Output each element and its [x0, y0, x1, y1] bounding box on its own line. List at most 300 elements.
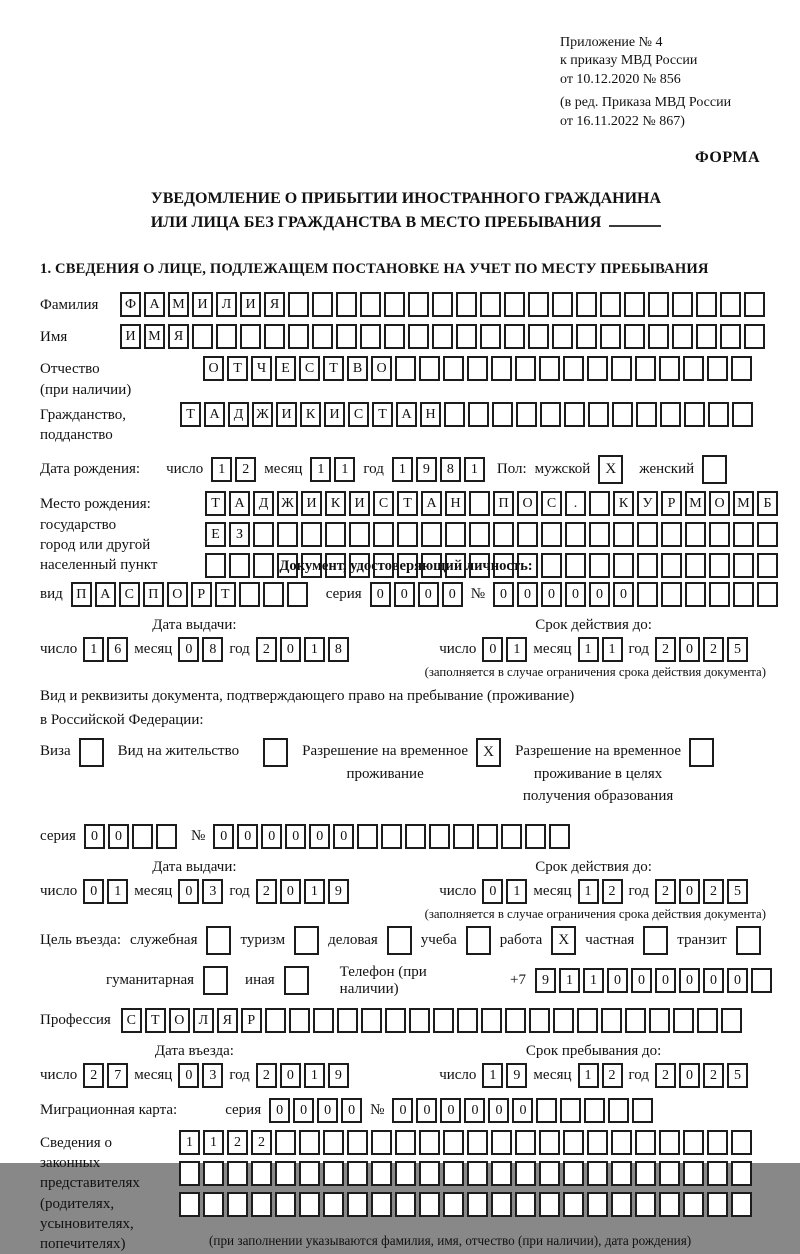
char-cell[interactable] — [277, 522, 298, 547]
char-cell[interactable] — [684, 402, 705, 427]
char-cell[interactable] — [529, 1008, 550, 1033]
char-cell[interactable]: 2 — [256, 637, 277, 662]
char-cell[interactable] — [301, 522, 322, 547]
char-cell[interactable] — [672, 324, 693, 349]
char-cell[interactable] — [505, 1008, 526, 1033]
char-cell[interactable] — [192, 324, 213, 349]
char-cell[interactable]: У — [637, 491, 658, 516]
char-cell[interactable]: О — [371, 356, 392, 381]
char-cell[interactable]: 0 — [83, 879, 104, 904]
char-cell[interactable]: Л — [216, 292, 237, 317]
char-cell[interactable] — [239, 582, 260, 607]
char-cell[interactable] — [384, 324, 405, 349]
char-cell[interactable]: 0 — [679, 879, 700, 904]
char-cell[interactable] — [288, 324, 309, 349]
char-cell[interactable] — [336, 292, 357, 317]
char-cell[interactable] — [589, 553, 610, 578]
char-cell[interactable]: 0 — [464, 1098, 485, 1123]
char-cell[interactable] — [733, 582, 754, 607]
char-cell[interactable] — [373, 522, 394, 547]
char-cell[interactable] — [515, 1192, 536, 1217]
char-cell[interactable] — [632, 1098, 653, 1123]
char-cell[interactable]: 0 — [679, 637, 700, 662]
char-cell[interactable] — [685, 522, 706, 547]
char-cell[interactable] — [444, 402, 465, 427]
char-cell[interactable]: 0 — [440, 1098, 461, 1123]
char-cell[interactable] — [443, 1130, 464, 1155]
char-cell[interactable] — [696, 324, 717, 349]
char-cell[interactable] — [661, 582, 682, 607]
char-cell[interactable] — [216, 324, 237, 349]
char-cell[interactable] — [467, 1161, 488, 1186]
char-cell[interactable]: С — [121, 1008, 142, 1033]
char-cell[interactable] — [409, 1008, 430, 1033]
char-cell[interactable] — [637, 582, 658, 607]
char-cell[interactable]: 0 — [341, 1098, 362, 1123]
char-cell[interactable] — [648, 292, 669, 317]
char-cell[interactable]: С — [119, 582, 140, 607]
char-cell[interactable] — [552, 324, 573, 349]
char-cell[interactable]: 2 — [227, 1130, 248, 1155]
char-cell[interactable]: А — [396, 402, 417, 427]
char-cell[interactable]: 0 — [703, 968, 724, 993]
char-cell[interactable]: 1 — [211, 457, 232, 482]
char-cell[interactable]: И — [301, 491, 322, 516]
char-cell[interactable] — [552, 292, 573, 317]
char-cell[interactable]: 3 — [202, 879, 223, 904]
char-cell[interactable] — [732, 402, 753, 427]
char-cell[interactable]: А — [204, 402, 225, 427]
char-cell[interactable] — [635, 356, 656, 381]
char-cell[interactable]: 0 — [269, 1098, 290, 1123]
char-cell[interactable]: 0 — [309, 824, 330, 849]
char-cell[interactable] — [696, 292, 717, 317]
char-cell[interactable]: 1 — [310, 457, 331, 482]
char-cell[interactable]: 1 — [583, 968, 604, 993]
char-cell[interactable]: 0 — [482, 879, 503, 904]
char-cell[interactable] — [491, 1130, 512, 1155]
char-cell[interactable] — [419, 356, 440, 381]
char-cell[interactable]: О — [517, 491, 538, 516]
char-cell[interactable] — [539, 1192, 560, 1217]
char-cell[interactable] — [517, 522, 538, 547]
char-cell[interactable]: 5 — [727, 1063, 748, 1088]
char-cell[interactable]: 9 — [328, 879, 349, 904]
char-cell[interactable] — [549, 824, 570, 849]
char-cell[interactable] — [576, 292, 597, 317]
char-cell[interactable] — [565, 553, 586, 578]
char-cell[interactable]: П — [143, 582, 164, 607]
char-cell[interactable]: 8 — [202, 637, 223, 662]
char-cell[interactable]: Я — [168, 324, 189, 349]
char-cell[interactable]: 0 — [655, 968, 676, 993]
char-cell[interactable] — [709, 553, 730, 578]
char-cell[interactable] — [731, 356, 752, 381]
char-cell[interactable] — [635, 1192, 656, 1217]
char-cell[interactable]: 9 — [328, 1063, 349, 1088]
char-cell[interactable]: 0 — [613, 582, 634, 607]
char-cell[interactable] — [253, 522, 274, 547]
char-cell[interactable] — [733, 522, 754, 547]
char-cell[interactable] — [253, 553, 274, 578]
char-cell[interactable]: 0 — [442, 582, 463, 607]
char-cell[interactable]: В — [347, 356, 368, 381]
char-cell[interactable] — [205, 553, 226, 578]
char-cell[interactable]: 1 — [559, 968, 580, 993]
char-cell[interactable] — [563, 356, 584, 381]
char-cell[interactable]: 1 — [482, 1063, 503, 1088]
char-cell[interactable]: 0 — [493, 582, 514, 607]
char-cell[interactable]: Т — [145, 1008, 166, 1033]
char-cell[interactable] — [275, 1161, 296, 1186]
char-cell[interactable]: 0 — [727, 968, 748, 993]
char-cell[interactable] — [371, 1192, 392, 1217]
char-cell[interactable]: 0 — [237, 824, 258, 849]
char-cell[interactable] — [564, 402, 585, 427]
char-cell[interactable] — [299, 1192, 320, 1217]
char-cell[interactable]: 0 — [565, 582, 586, 607]
char-cell[interactable]: О — [709, 491, 730, 516]
char-cell[interactable] — [613, 553, 634, 578]
char-cell[interactable]: 0 — [333, 824, 354, 849]
char-cell[interactable]: 2 — [703, 1063, 724, 1088]
char-cell[interactable] — [539, 1130, 560, 1155]
char-cell[interactable] — [395, 1130, 416, 1155]
char-cell[interactable] — [757, 522, 778, 547]
char-cell[interactable] — [251, 1161, 272, 1186]
char-cell[interactable] — [553, 1008, 574, 1033]
char-cell[interactable] — [323, 1130, 344, 1155]
char-cell[interactable]: 9 — [535, 968, 556, 993]
char-cell[interactable] — [408, 324, 429, 349]
char-cell[interactable]: 1 — [107, 879, 128, 904]
char-cell[interactable] — [203, 1192, 224, 1217]
char-cell[interactable]: А — [144, 292, 165, 317]
char-cell[interactable] — [636, 402, 657, 427]
char-cell[interactable]: 0 — [392, 1098, 413, 1123]
char-cell[interactable]: 0 — [631, 968, 652, 993]
char-cell[interactable]: 0 — [394, 582, 415, 607]
char-cell[interactable]: 2 — [251, 1130, 272, 1155]
char-cell[interactable]: 1 — [602, 637, 623, 662]
char-cell[interactable]: Ч — [251, 356, 272, 381]
char-cell[interactable] — [611, 356, 632, 381]
char-cell[interactable]: 2 — [655, 1063, 676, 1088]
char-cell[interactable]: М — [685, 491, 706, 516]
purpose-tourism-checkbox[interactable] — [294, 926, 319, 955]
char-cell[interactable] — [515, 1130, 536, 1155]
char-cell[interactable]: 8 — [328, 637, 349, 662]
char-cell[interactable] — [685, 582, 706, 607]
char-cell[interactable]: С — [348, 402, 369, 427]
char-cell[interactable]: 1 — [392, 457, 413, 482]
char-cell[interactable] — [429, 824, 450, 849]
char-cell[interactable] — [360, 292, 381, 317]
char-cell[interactable]: 0 — [213, 824, 234, 849]
char-cell[interactable]: 1 — [304, 1063, 325, 1088]
char-cell[interactable]: 2 — [83, 1063, 104, 1088]
char-cell[interactable]: 1 — [304, 879, 325, 904]
temp-permit-checkbox[interactable]: X — [476, 738, 501, 767]
char-cell[interactable]: 1 — [304, 637, 325, 662]
purpose-private-checkbox[interactable] — [643, 926, 668, 955]
char-cell[interactable] — [707, 1192, 728, 1217]
char-cell[interactable]: 0 — [280, 879, 301, 904]
char-cell[interactable] — [408, 292, 429, 317]
char-cell[interactable]: 0 — [370, 582, 391, 607]
char-cell[interactable] — [731, 1161, 752, 1186]
char-cell[interactable] — [480, 292, 501, 317]
char-cell[interactable] — [635, 1130, 656, 1155]
char-cell[interactable] — [563, 1130, 584, 1155]
char-cell[interactable] — [419, 1130, 440, 1155]
char-cell[interactable] — [563, 1161, 584, 1186]
char-cell[interactable]: С — [299, 356, 320, 381]
char-cell[interactable] — [587, 1130, 608, 1155]
char-cell[interactable]: 0 — [108, 824, 129, 849]
char-cell[interactable]: 2 — [602, 879, 623, 904]
char-cell[interactable] — [468, 402, 489, 427]
char-cell[interactable]: З — [229, 522, 250, 547]
char-cell[interactable] — [515, 1161, 536, 1186]
char-cell[interactable]: К — [300, 402, 321, 427]
char-cell[interactable] — [433, 1008, 454, 1033]
char-cell[interactable] — [613, 522, 634, 547]
char-cell[interactable] — [708, 402, 729, 427]
char-cell[interactable] — [251, 1192, 272, 1217]
char-cell[interactable]: 0 — [541, 582, 562, 607]
char-cell[interactable]: Ж — [252, 402, 273, 427]
char-cell[interactable] — [456, 324, 477, 349]
char-cell[interactable] — [264, 324, 285, 349]
char-cell[interactable] — [707, 1161, 728, 1186]
purpose-other-checkbox[interactable] — [284, 966, 309, 995]
char-cell[interactable] — [587, 1192, 608, 1217]
purpose-official-checkbox[interactable] — [206, 926, 231, 955]
char-cell[interactable]: Н — [445, 491, 466, 516]
char-cell[interactable] — [299, 1130, 320, 1155]
char-cell[interactable] — [560, 1098, 581, 1123]
char-cell[interactable]: 1 — [578, 879, 599, 904]
char-cell[interactable]: И — [192, 292, 213, 317]
char-cell[interactable]: 1 — [506, 637, 527, 662]
char-cell[interactable] — [469, 491, 490, 516]
char-cell[interactable] — [313, 1008, 334, 1033]
char-cell[interactable] — [312, 292, 333, 317]
char-cell[interactable]: П — [493, 491, 514, 516]
sex-female-checkbox[interactable] — [702, 455, 727, 484]
char-cell[interactable] — [588, 402, 609, 427]
char-cell[interactable] — [289, 1008, 310, 1033]
char-cell[interactable] — [540, 402, 561, 427]
char-cell[interactable] — [577, 1008, 598, 1033]
char-cell[interactable] — [504, 292, 525, 317]
char-cell[interactable] — [492, 402, 513, 427]
char-cell[interactable]: 0 — [679, 968, 700, 993]
char-cell[interactable]: 2 — [256, 1063, 277, 1088]
char-cell[interactable] — [469, 522, 490, 547]
char-cell[interactable]: Т — [227, 356, 248, 381]
char-cell[interactable]: Ж — [277, 491, 298, 516]
char-cell[interactable] — [624, 324, 645, 349]
char-cell[interactable]: А — [421, 491, 442, 516]
char-cell[interactable] — [612, 402, 633, 427]
char-cell[interactable] — [443, 1192, 464, 1217]
char-cell[interactable] — [637, 553, 658, 578]
char-cell[interactable] — [541, 522, 562, 547]
char-cell[interactable] — [481, 1008, 502, 1033]
char-cell[interactable]: Д — [253, 491, 274, 516]
char-cell[interactable] — [203, 1161, 224, 1186]
char-cell[interactable]: С — [541, 491, 562, 516]
char-cell[interactable] — [288, 292, 309, 317]
char-cell[interactable]: 0 — [280, 1063, 301, 1088]
char-cell[interactable]: М — [144, 324, 165, 349]
char-cell[interactable]: 0 — [261, 824, 282, 849]
char-cell[interactable] — [421, 522, 442, 547]
char-cell[interactable]: 0 — [317, 1098, 338, 1123]
char-cell[interactable]: 1 — [578, 637, 599, 662]
char-cell[interactable] — [661, 553, 682, 578]
char-cell[interactable] — [624, 292, 645, 317]
char-cell[interactable]: 1 — [203, 1130, 224, 1155]
char-cell[interactable] — [576, 324, 597, 349]
char-cell[interactable] — [683, 1130, 704, 1155]
char-cell[interactable]: И — [324, 402, 345, 427]
char-cell[interactable]: М — [733, 491, 754, 516]
char-cell[interactable]: 2 — [655, 879, 676, 904]
char-cell[interactable]: 0 — [482, 637, 503, 662]
char-cell[interactable] — [323, 1161, 344, 1186]
char-cell[interactable] — [405, 824, 426, 849]
char-cell[interactable]: И — [240, 292, 261, 317]
char-cell[interactable] — [156, 824, 177, 849]
char-cell[interactable] — [323, 1192, 344, 1217]
char-cell[interactable] — [600, 292, 621, 317]
char-cell[interactable] — [757, 553, 778, 578]
char-cell[interactable] — [347, 1192, 368, 1217]
char-cell[interactable]: 1 — [578, 1063, 599, 1088]
char-cell[interactable] — [477, 824, 498, 849]
char-cell[interactable]: Л — [193, 1008, 214, 1033]
char-cell[interactable] — [347, 1161, 368, 1186]
char-cell[interactable] — [515, 356, 536, 381]
char-cell[interactable] — [637, 522, 658, 547]
char-cell[interactable] — [635, 1161, 656, 1186]
char-cell[interactable] — [265, 1008, 286, 1033]
char-cell[interactable]: 2 — [703, 637, 724, 662]
char-cell[interactable] — [584, 1098, 605, 1123]
char-cell[interactable]: А — [229, 491, 250, 516]
char-cell[interactable] — [337, 1008, 358, 1033]
char-cell[interactable] — [589, 491, 610, 516]
char-cell[interactable] — [659, 1161, 680, 1186]
char-cell[interactable] — [525, 824, 546, 849]
purpose-humanitarian-checkbox[interactable] — [203, 966, 228, 995]
char-cell[interactable]: К — [613, 491, 634, 516]
char-cell[interactable] — [445, 522, 466, 547]
char-cell[interactable] — [731, 1192, 752, 1217]
char-cell[interactable]: И — [120, 324, 141, 349]
purpose-work-checkbox[interactable]: X — [551, 926, 576, 955]
char-cell[interactable]: 0 — [178, 637, 199, 662]
char-cell[interactable]: Ф — [120, 292, 141, 317]
char-cell[interactable] — [659, 1192, 680, 1217]
char-cell[interactable]: 6 — [107, 637, 128, 662]
char-cell[interactable] — [661, 522, 682, 547]
char-cell[interactable]: Я — [217, 1008, 238, 1033]
char-cell[interactable]: П — [71, 582, 92, 607]
char-cell[interactable] — [528, 324, 549, 349]
char-cell[interactable]: 5 — [727, 879, 748, 904]
char-cell[interactable]: Т — [397, 491, 418, 516]
char-cell[interactable]: 0 — [589, 582, 610, 607]
char-cell[interactable] — [395, 1192, 416, 1217]
char-cell[interactable]: Р — [661, 491, 682, 516]
char-cell[interactable] — [384, 292, 405, 317]
char-cell[interactable] — [179, 1161, 200, 1186]
char-cell[interactable] — [443, 1161, 464, 1186]
char-cell[interactable] — [227, 1161, 248, 1186]
char-cell[interactable] — [611, 1130, 632, 1155]
char-cell[interactable] — [683, 1192, 704, 1217]
visa-checkbox[interactable] — [79, 738, 104, 767]
char-cell[interactable] — [371, 1130, 392, 1155]
char-cell[interactable]: Т — [215, 582, 236, 607]
char-cell[interactable]: 0 — [280, 637, 301, 662]
char-cell[interactable] — [563, 1192, 584, 1217]
char-cell[interactable] — [611, 1161, 632, 1186]
char-cell[interactable] — [456, 292, 477, 317]
char-cell[interactable]: 7 — [107, 1063, 128, 1088]
char-cell[interactable]: 2 — [235, 457, 256, 482]
char-cell[interactable] — [336, 324, 357, 349]
char-cell[interactable] — [361, 1008, 382, 1033]
char-cell[interactable]: Д — [228, 402, 249, 427]
char-cell[interactable]: 1 — [506, 879, 527, 904]
char-cell[interactable] — [467, 356, 488, 381]
char-cell[interactable]: 1 — [179, 1130, 200, 1155]
char-cell[interactable] — [625, 1008, 646, 1033]
char-cell[interactable] — [432, 292, 453, 317]
char-cell[interactable]: 8 — [440, 457, 461, 482]
char-cell[interactable]: 2 — [602, 1063, 623, 1088]
char-cell[interactable] — [536, 1098, 557, 1123]
char-cell[interactable]: Е — [205, 522, 226, 547]
char-cell[interactable]: 2 — [256, 879, 277, 904]
char-cell[interactable]: 2 — [703, 879, 724, 904]
char-cell[interactable] — [299, 1161, 320, 1186]
char-cell[interactable] — [608, 1098, 629, 1123]
char-cell[interactable]: 0 — [512, 1098, 533, 1123]
char-cell[interactable]: 2 — [655, 637, 676, 662]
char-cell[interactable] — [528, 292, 549, 317]
char-cell[interactable] — [683, 356, 704, 381]
char-cell[interactable] — [491, 1192, 512, 1217]
char-cell[interactable]: 9 — [416, 457, 437, 482]
char-cell[interactable] — [685, 553, 706, 578]
char-cell[interactable]: 3 — [202, 1063, 223, 1088]
char-cell[interactable]: Т — [323, 356, 344, 381]
char-cell[interactable] — [751, 968, 772, 993]
char-cell[interactable] — [453, 824, 474, 849]
char-cell[interactable] — [360, 324, 381, 349]
char-cell[interactable] — [648, 324, 669, 349]
char-cell[interactable] — [731, 1130, 752, 1155]
char-cell[interactable]: 0 — [679, 1063, 700, 1088]
char-cell[interactable]: Н — [420, 402, 441, 427]
char-cell[interactable]: Т — [372, 402, 393, 427]
